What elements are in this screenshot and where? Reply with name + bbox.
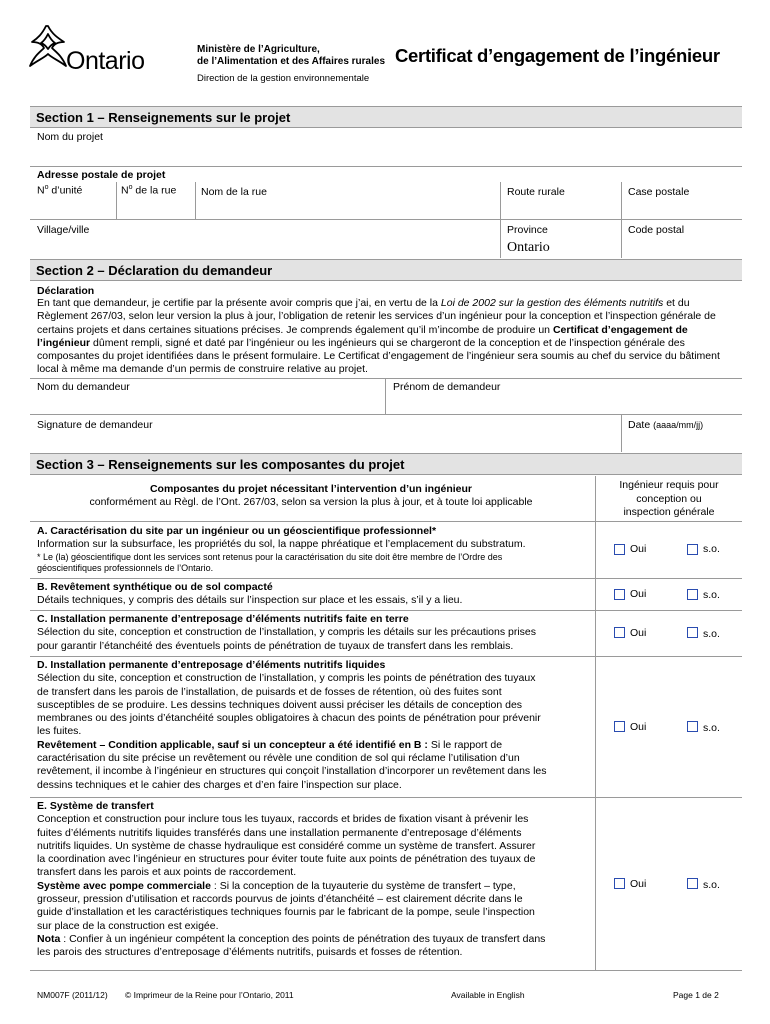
component-e: E. Système de transfert Conception et construction pour inclure tous les tuyaux, raccords et brides de fixation visant à prévenir les fuites d’éléments nutritifs liquides transférés dans une installation permanente d’entreposage d’éléments nutritifs liquides. Un système de chasse hydraulique est considéré comme un système de transfert. Assurer la coordination avec l’ingénieur en structures pour éviter toute fuite aux points de pénétration des tuyaux de transfert dans les parois et aux points de raccordement. Système avec pompe commerciale : Si la conception de la tuyauterie du système de transfert – type, grosseur, pression d’utilisation et raccords pourvus de joints d’étanchéité – est clairement décrite dans le guide d’installation et les caractéristiques techniques fournis par le fabricant de la pompe, seule l’inspection sur place de la construction est exigée. Nota : Confier à un ingénieur compétent la conception des points de pénétration des tuyaux de transfert dans les parois des structures d’entreposage d’éléments nutritifs, puisards et fosses de rétention. xyxy=(37,800,546,959)
address-heading: Adresse postale de projet xyxy=(37,169,166,181)
declaration-text: En tant que demandeur, je certifie par la présente avoir compris que j’ai, en vertu de la Loi de 2002 sur la gestion des éléments nutritifs et du Règlement 267/03, selon leur version la plus à jour, l’obligation de retenir les services d’un ingénieur pour la conception et l’inspection générale de certains projets et dans certaines situations précises. Je comprends également qu’il m’incombe de produire un Certificat d’engagement de l’ingénieur dûment rempli, signé et daté par l’ingénieur ou les ingénieurs qui se chargeront de la conception et de l’inspection générale des composantes du projet identifiées dans le présent formulaire. Le Certificat d’engagement de l’ingénieur sera soumis au chef du service du bâtiment local à même ma demande d’un permis de construire relative au projet. xyxy=(37,297,720,376)
component-b-oui-checkbox[interactable] xyxy=(614,589,625,600)
component-a: A. Caractérisation du site par un ingénieur ou un géoscientifique professionnel* Information sur la subsurface, les propriétés du sol, la nappe phréatique et l’emplacement du substratum. * Le (la) géoscientifique dont les services sont retenus pour la caractérisation du site doit être membre de l’Ordre des géoscientifiques professionnels de l’Ontario. xyxy=(37,525,526,574)
oui-label: Oui xyxy=(630,721,647,733)
direction-name: Direction de la gestion environnementale xyxy=(197,73,370,84)
component-d-oui-checkbox[interactable] xyxy=(614,721,625,732)
ministry-name xyxy=(197,44,385,68)
logo-wordmark: Ontario xyxy=(66,47,145,75)
available-in-english: Available in English xyxy=(451,990,525,1000)
village-label: Village/ville xyxy=(37,224,90,236)
date-label: Date (aaaa/mm/jj) xyxy=(628,419,704,431)
declaration-heading: Déclaration xyxy=(37,285,95,297)
so-label: s.o. xyxy=(703,628,720,640)
signature-label: Signature de demandeur xyxy=(37,419,153,431)
engineer-required-header: Ingénieur requis pour conception ou inspection générale xyxy=(619,479,719,518)
so-label: s.o. xyxy=(703,543,720,555)
copyright: © Imprimeur de la Reine pour l’Ontario, 2011 xyxy=(125,990,294,1000)
postal-code-label: Code postal xyxy=(628,224,685,236)
form-code: NM007F (2011/12) xyxy=(37,990,108,1000)
province-label: Province xyxy=(507,224,548,236)
so-label: s.o. xyxy=(703,722,720,734)
page-number: Page 1 de 2 xyxy=(673,990,719,1000)
ministry-line-2: de l’Alimentation et des Affaires rurales xyxy=(197,56,386,67)
component-c-oui-checkbox[interactable] xyxy=(614,627,625,638)
component-a-so-checkbox[interactable] xyxy=(687,544,698,555)
street-name-label: Nom de la rue xyxy=(201,186,267,198)
divider xyxy=(30,166,742,167)
document-title: Certificat d’engagement de l’ingénieur xyxy=(395,45,720,66)
trillium-icon xyxy=(28,22,68,72)
section-3-header: Section 3 – Renseignements sur les composantes du projet xyxy=(30,453,742,475)
component-b: B. Revêtement synthétique ou de sol compacté Détails techniques, y compris des détails sur l’inspection sur place et les essais, s’il y a lieu. xyxy=(37,581,463,607)
ministry-line-1: Ministère de l’Agriculture, xyxy=(197,44,320,55)
so-label: s.o. xyxy=(703,589,720,601)
applicant-firstname-label: Prénom de demandeur xyxy=(393,381,501,393)
component-b-so-checkbox[interactable] xyxy=(687,589,698,600)
oui-label: Oui xyxy=(630,543,647,555)
project-name-label: Nom du projet xyxy=(37,131,103,143)
street-number-label: $N^o$ de la rue xyxy=(121,184,177,197)
so-label: s.o. xyxy=(703,879,720,891)
components-column-header: Composantes du projet nécessitant l’intervention d’un ingénieur conformément au Règl. de l’Ont. 267/03, selon sa version la plus à jour, et à toute loi applicable xyxy=(89,483,533,508)
component-d-so-checkbox[interactable] xyxy=(687,721,698,732)
province-value: Ontario xyxy=(507,240,550,255)
component-c-so-checkbox[interactable] xyxy=(687,627,698,638)
ontario-logo xyxy=(28,22,178,77)
section-1-header: Section 1 – Renseignements sur le projet xyxy=(30,106,742,128)
component-c: C. Installation permanente d’entreposage d’éléments nutritifs faite en terre Sélection du site, conception et construction de l’installation, y compris les détails sur les précautions prises pour garantir l’étanchéité des éventuels points de pénétration de tuyaux de transfert dans les remblais. xyxy=(37,613,537,652)
oui-label: Oui xyxy=(630,627,647,639)
component-a-oui-checkbox[interactable] xyxy=(614,544,625,555)
applicant-name-label: Nom du demandeur xyxy=(37,381,130,393)
oui-label: Oui xyxy=(630,878,647,890)
po-box-label: Case postale xyxy=(628,186,690,198)
oui-label: Oui xyxy=(630,588,647,600)
section-2-header: Section 2 – Déclaration du demandeur xyxy=(30,259,742,281)
rural-route-label: Route rurale xyxy=(507,186,565,198)
unit-number-label: $N^o$ d’unité xyxy=(37,184,83,197)
component-e-oui-checkbox[interactable] xyxy=(614,878,625,889)
component-e-so-checkbox[interactable] xyxy=(687,878,698,889)
component-d: D. Installation permanente d’entreposage d’éléments nutritifs liquides Sélection du site, conception et construction de l’installation, y compris les points de pénétration des tuyaux de transfert dans les parois de l’installation, de puisards et de fosses de rétention, où des fuites sont susceptibles de se produire. Les dessins techniques doivent aussi préciser les détails de conception des membranes ou des joints d’étanchéité souples obligatoires à chacun des points de pénétration pour prévenir les fuites. Revêtement – Condition applicable, sauf si un concepteur a été identifié en B : Si le rapport de caractérisation du site précise un revêtement ou révèle une condition de sol qui réclame l’utilisation d’un revêtement, il incombe à l’ingénieur en structures qui conçoit l’installation d’incorporer un revêtement dans les dessins techniques et le cahier des charges et d’en faire l’inspection sur place. xyxy=(37,659,547,791)
